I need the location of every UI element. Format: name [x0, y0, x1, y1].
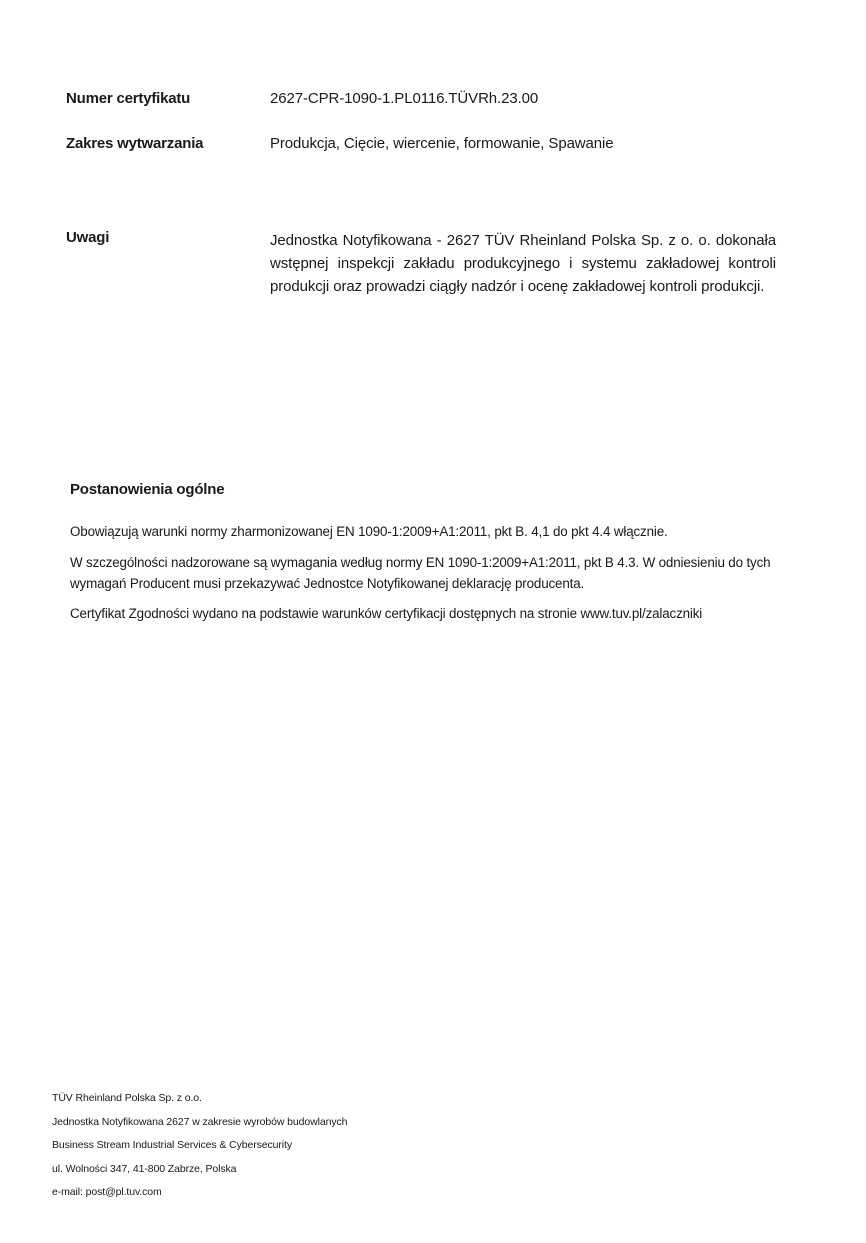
- production-scope-value: Produkcja, Cięcie, wiercenie, formowanie, Spawanie: [270, 135, 614, 152]
- certificate-number-row: [66, 90, 776, 107]
- footer-email: e-mail: post@pl.tuv.com: [52, 1186, 162, 1198]
- notes-value: Jednostka Notyfikowana - 2627 TÜV Rheinland Polska Sp. z o. o. dokonała wstępnej inspekcji zakładu produkcyjnego i systemu zakładowej kontroli produkcji oraz prowadzi ciągły nadzór i ocenę zakładowej kontroli produkcji.: [270, 232, 776, 295]
- production-scope-row: [66, 135, 776, 152]
- footer-company-name: TÜV Rheinland Polska Sp. z o.o.: [52, 1092, 202, 1104]
- certificate-number-label: Numer certyfikatu: [66, 90, 191, 107]
- footer-business-stream: Business Stream Industrial Services & Cybersecurity: [52, 1139, 292, 1151]
- certificate-number-value: 2627-CPR-1090-1.PL0116.TÜVRh.23.00: [270, 90, 539, 107]
- issuer-footer: [52, 1087, 347, 1205]
- general-provision-paragraph: W szczególności nadzorowane są wymagania według normy EN 1090-1:2009+A1:2011, pkt B 4.3. W odniesieniu do tych wymagań Producent musi przekazywać Jednostce Notyfikowanej deklarację producenta.: [70, 555, 771, 591]
- notes-label: Uwagi: [66, 229, 110, 246]
- general-provision-paragraph: Certyfikat Zgodności wydano na podstawie warunków certyfikacji dostępnych na stronie www.tuv.pl/zalaczniki: [70, 606, 703, 621]
- footer-address: ul. Wolności 347, 41-800 Zabrze, Polska: [52, 1162, 237, 1175]
- notes-row: [66, 229, 776, 298]
- footer-notified-body: Jednostka Notyfikowana 2627 w zakresie wyrobów budowlanych: [52, 1115, 348, 1128]
- general-provision-paragraph: Obowiązują warunki normy zharmonizowanej EN 1090-1:2009+A1:2011, pkt B. 4,1 do pkt 4.4 włącznie.: [70, 524, 668, 539]
- production-scope-label: Zakres wytwarzania: [66, 135, 204, 152]
- general-provisions-heading: Postanowienia ogólne: [70, 481, 225, 498]
